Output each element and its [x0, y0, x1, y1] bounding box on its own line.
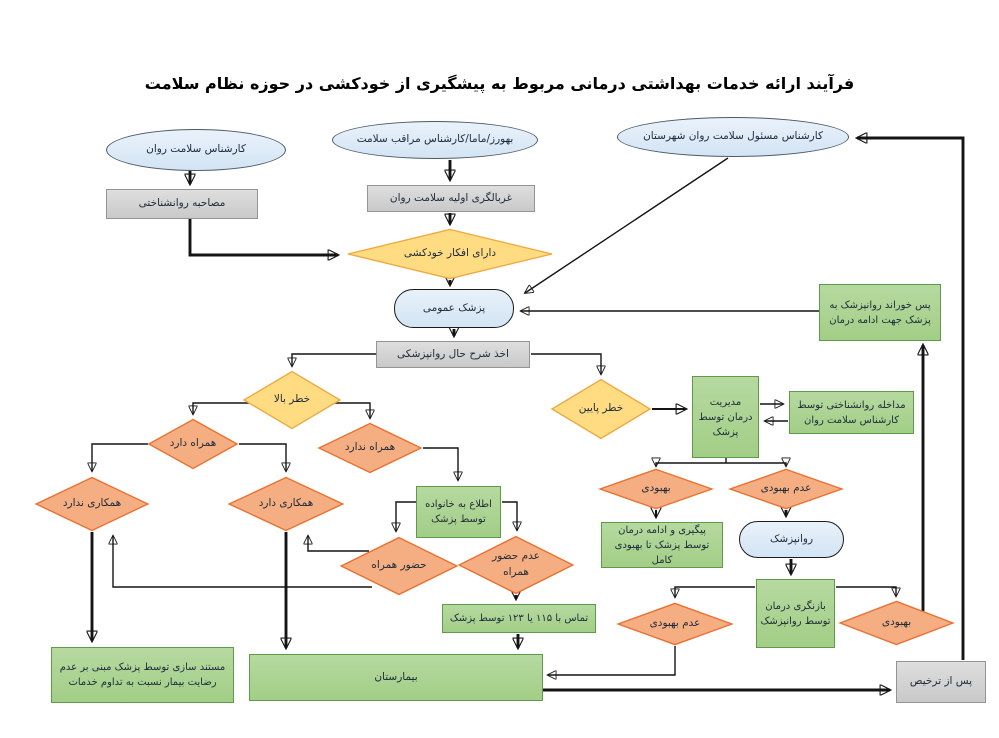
node-treatment-management-label: مدیریت درمان توسط پزشک — [698, 396, 753, 438]
node-treatment-management — [692, 376, 759, 458]
node-high-risk — [243, 371, 341, 429]
node-inform-family — [416, 486, 501, 538]
node-improvement-1-label: بهبودی — [641, 482, 671, 495]
node-treatment-review-label: بازنگری درمان توسط روانپزشک — [760, 600, 831, 627]
node-low-risk-label: خطر پایین — [578, 402, 624, 415]
node-gp — [394, 289, 514, 328]
node-county-expert-label: کارشناس مسئول سلامت روان شهرستان — [643, 130, 823, 143]
node-screening-label: غربالگری اولیه سلامت روان — [389, 191, 513, 204]
node-high-risk-label: خطر بالا — [273, 393, 311, 406]
node-county-expert — [617, 117, 849, 157]
node-cooperation-label: همکاری دارد — [258, 497, 314, 510]
node-companion-absent — [458, 536, 574, 594]
edge-manage-noimprove1 — [726, 463, 786, 466]
edge-review-improve2 — [836, 587, 896, 596]
node-no-companion — [318, 423, 422, 473]
node-psych-history — [376, 341, 530, 368]
node-behvarz — [332, 121, 538, 159]
edge-manage-improve1 — [656, 463, 726, 466]
node-after-discharge — [896, 661, 986, 703]
node-mh-expert — [106, 129, 286, 171]
node-has-companion — [148, 419, 238, 469]
node-companion-present — [340, 537, 458, 595]
node-feedback-label: پس خوراند روانپزشک به پزشک جهت ادامه درمان — [829, 299, 931, 326]
node-has-companion-label: همراه دارد — [169, 437, 217, 450]
edge-noimprove2-hospital — [548, 646, 675, 675]
node-after-discharge-label: پس از ترخیص — [909, 675, 973, 688]
node-mh-expert-label: کارشناس سلامت روان — [146, 143, 246, 156]
node-inform-family-label: اطلاع به خانواده توسط پزشک — [425, 499, 492, 525]
node-documentation — [51, 647, 234, 703]
node-hospital — [249, 654, 543, 701]
node-low-risk — [551, 379, 651, 439]
node-no-improvement-2 — [617, 603, 733, 645]
node-improvement-2 — [839, 601, 954, 645]
edge-history-lowrisk — [531, 354, 601, 374]
node-psych-intervention-label: مداخله روانشناختی توسط کارشناس سلامت روان — [797, 399, 906, 426]
node-screening — [367, 185, 535, 212]
node-psych-history-label: اخذ شرح حال روانپزشکی — [397, 347, 509, 360]
node-no-cooperation-label: همکاری ندارد — [62, 497, 122, 510]
node-no-improvement-1-label: عدم بهبودی — [760, 482, 812, 495]
node-cooperation — [228, 477, 344, 531]
node-no-cooperation — [35, 477, 149, 531]
node-improvement-1 — [599, 469, 713, 509]
node-psych-intervention — [789, 391, 914, 434]
edge-history-highrisk — [292, 354, 376, 366]
edge-present-nocoop — [113, 536, 372, 587]
node-companion-present-label: حضور همراه — [371, 559, 427, 572]
node-psych-interview — [106, 189, 258, 219]
node-documentation-label: مستند سازی توسط پزشک مبنی بر عدم رضایت بیمار نسبت به تداوم خدمات — [59, 662, 226, 688]
node-feedback — [819, 284, 941, 341]
page-title: فرآیند ارائه خدمات بهداشتی درمانی مربوط به پیشگیری از خودکشی در حوزه نظام سلامت — [144, 74, 855, 93]
edge-inform-present — [396, 502, 416, 531]
node-suicidal-thoughts-label: دارای افکار خودکشی — [403, 247, 497, 260]
node-psych-interview-label: مصاحبه روانشناختی — [138, 197, 226, 210]
node-psychiatrist — [739, 521, 844, 558]
edge-hascomp-nocoop — [92, 444, 148, 471]
node-improvement-2-label: بهبودی — [881, 616, 912, 629]
node-call-emergency — [442, 604, 596, 633]
node-suicidal-thoughts — [346, 229, 554, 279]
node-no-companion-label: همراه ندارد — [344, 441, 396, 454]
node-no-improvement-2-label: عدم بهبودی — [649, 617, 701, 630]
node-psychiatrist-label: روانپزشک — [769, 532, 814, 545]
edge-nocomp-inform — [423, 448, 458, 480]
edge-county-gp — [525, 158, 728, 293]
edge-inform-absent — [502, 502, 517, 530]
node-no-improvement-1 — [729, 469, 843, 509]
node-followup-label: پیگیری و ادامه درمان توسط پزشک تا بهبودی کامل — [614, 524, 710, 566]
node-followup — [601, 522, 723, 568]
node-companion-absent-label: عدم حضور همراه — [492, 550, 540, 578]
node-behvarz-label: بهورز/ماما/کارشناس مراقب سلامت — [356, 133, 514, 146]
node-call-emergency-label: تماس با ۱۱۵ یا ۱۲۳ توسط پزشک — [449, 613, 589, 624]
edge-review-noimprove2 — [675, 587, 755, 597]
edge-hascomp-coop — [239, 444, 286, 471]
edge-interview-suicidal — [190, 219, 338, 255]
node-treatment-review — [756, 579, 835, 648]
node-gp-label: پزشک عمومی — [422, 301, 486, 314]
node-hospital-label: بیمارستان — [374, 670, 418, 683]
